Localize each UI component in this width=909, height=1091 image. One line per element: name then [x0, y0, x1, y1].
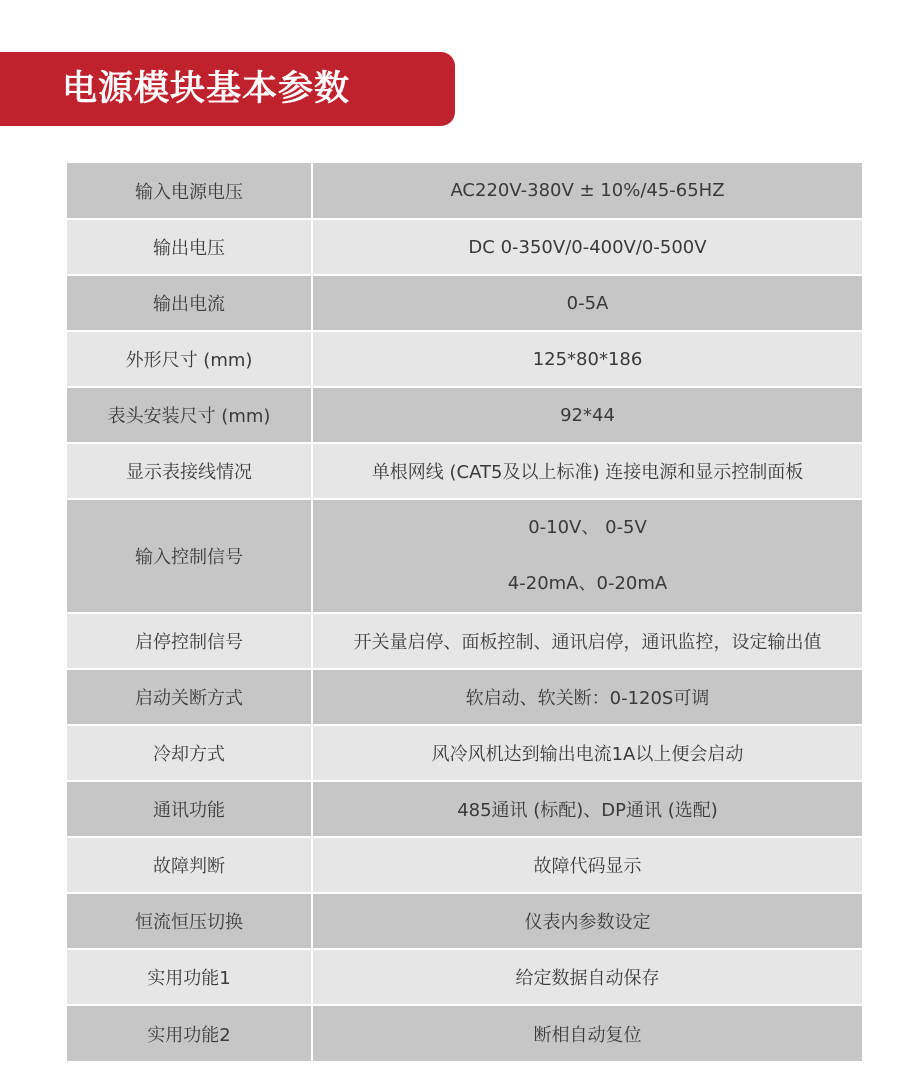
table-row — [67, 669, 862, 725]
param-label: 通讯功能 — [67, 781, 312, 837]
table-row — [67, 781, 862, 837]
table-row — [67, 443, 862, 499]
param-value: 软启动、软关断：0-120S可调 — [312, 669, 862, 725]
table-row — [67, 1005, 862, 1061]
table-row — [67, 837, 862, 893]
param-label: 实用功能1 — [67, 949, 312, 1005]
table-row — [67, 387, 862, 443]
parameters-table — [67, 163, 862, 1061]
table-row — [67, 331, 862, 387]
param-label: 输出电流 — [67, 275, 312, 331]
param-label: 表头安装尺寸 (mm) — [67, 387, 312, 443]
param-value-line: 4-20mA、0-20mA — [507, 573, 668, 594]
param-label: 恒流恒压切换 — [67, 893, 312, 949]
param-label: 外形尺寸 (mm) — [67, 331, 312, 387]
param-label: 故障判断 — [67, 837, 312, 893]
param-label: 实用功能2 — [67, 1005, 312, 1061]
param-value: AC220V-380V ± 10%/45-65HZ — [312, 163, 862, 219]
table-row — [67, 499, 862, 613]
param-value: 485通讯 (标配)、DP通讯 (选配) — [312, 781, 862, 837]
param-label: 输出电压 — [67, 219, 312, 275]
title-banner — [0, 52, 455, 126]
param-value: 125*80*186 — [312, 331, 862, 387]
param-value: 风冷风机达到输出电流1A以上便会启动 — [312, 725, 862, 781]
table-row — [67, 163, 862, 219]
param-value: DC 0-350V/0-400V/0-500V — [312, 219, 862, 275]
table-row — [67, 725, 862, 781]
param-label: 启动关断方式 — [67, 669, 312, 725]
param-label: 冷却方式 — [67, 725, 312, 781]
table-row — [67, 949, 862, 1005]
param-label: 输入控制信号 — [67, 499, 312, 613]
param-label: 输入电源电压 — [67, 163, 312, 219]
param-value — [312, 499, 862, 613]
table-row — [67, 613, 862, 669]
param-value: 0-5A — [312, 275, 862, 331]
param-value: 断相自动复位 — [312, 1005, 862, 1061]
table-row — [67, 219, 862, 275]
param-value: 给定数据自动保存 — [312, 949, 862, 1005]
param-value: 开关量启停、面板控制、通讯启停，通讯监控，设定输出值 — [312, 613, 862, 669]
param-label: 显示表接线情况 — [67, 443, 312, 499]
param-value: 仪表内参数设定 — [312, 893, 862, 949]
param-value: 92*44 — [312, 387, 862, 443]
param-value: 故障代码显示 — [312, 837, 862, 893]
table-row — [67, 893, 862, 949]
param-value-line: 0-10V、 0-5V — [528, 517, 647, 538]
table-row — [67, 275, 862, 331]
param-value: 单根网线 (CAT5及以上标准) 连接电源和显示控制面板 — [312, 443, 862, 499]
param-label: 启停控制信号 — [67, 613, 312, 669]
page-title: 电源模块基本参数 — [62, 69, 351, 109]
